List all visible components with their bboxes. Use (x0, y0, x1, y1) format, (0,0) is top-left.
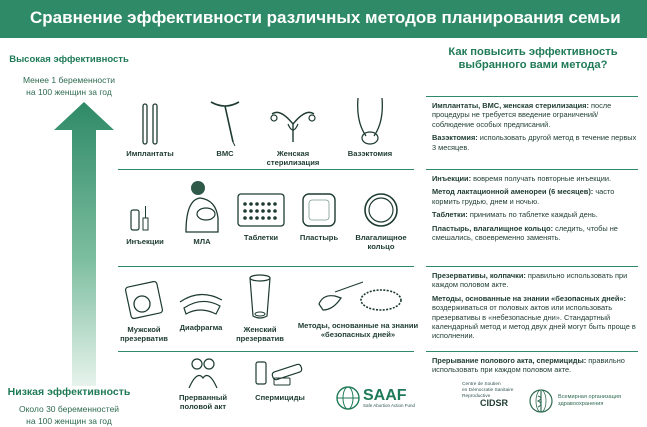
implant-icon (135, 102, 165, 146)
iud-icon (205, 96, 245, 146)
method-label: Мужской презерватив (120, 325, 168, 343)
method-label: Диафрагма (179, 323, 223, 332)
tips-header (426, 46, 640, 72)
method-vaginal-ring (348, 190, 414, 251)
tip-text: вовремя получать повторные инъекции. (471, 174, 612, 183)
cidsr-line: en Démocratie Sanitaire (462, 388, 514, 393)
row-divider (118, 266, 414, 267)
tip (432, 294, 638, 341)
tip (432, 187, 638, 206)
breastfeeding-icon (180, 178, 224, 234)
tip-text: часто кормить грудью, днем и ночью. (432, 187, 615, 206)
header-banner (0, 0, 647, 38)
tips-box-3 (426, 266, 638, 351)
high-sub-line2: на 100 женщин за год (26, 87, 112, 97)
tip-text: после процедуры не требуется введение ограничений/соблюдение особых предписаний. (432, 101, 612, 129)
tip-heading: Презервативы, колпачки: (432, 271, 526, 280)
spermicide-icon (252, 358, 308, 390)
low-sub-line1: Около 30 беременностей (18, 404, 120, 414)
pill-pack-icon (236, 190, 286, 230)
tip-heading: Метод лактационной аменореи (6 месяцев): (432, 187, 594, 197)
method-implants (122, 102, 178, 158)
ring-icon (361, 190, 401, 230)
method-male-condom (116, 278, 172, 343)
method-vasectomy (338, 96, 402, 158)
tip (432, 356, 638, 375)
row-divider (118, 351, 414, 352)
who-name: Всемирная организация здравоохранения (558, 394, 622, 407)
tip-heading: Имплантаты, ВМС, женская стерилизация: (432, 101, 589, 110)
saaf-globe-icon (336, 384, 360, 412)
method-fertility-awareness (296, 274, 420, 339)
method-label: Женский презерватив (236, 325, 284, 343)
method-row-2 (112, 172, 424, 264)
method-iud (200, 96, 250, 158)
method-row-1 (112, 92, 424, 168)
tip-heading: Пластырь, влагалищное кольцо: (432, 223, 554, 233)
tip (432, 210, 638, 219)
high-label: Высокая эффективность (9, 54, 129, 65)
tips-title: Как повысить эффективность выбранного вами метода? (448, 46, 618, 71)
method-withdrawal (172, 356, 234, 411)
saaf-logo (336, 384, 415, 412)
row-divider (118, 169, 414, 170)
tip-text: воздерживаться от половых актов или использовать презервативы в «небезопасные дни». Стандартный календарный метод и метод двух дней могут быть проще в исполнении. (432, 303, 636, 341)
method-patch (294, 190, 344, 242)
who-logo (528, 388, 638, 414)
tip-text: правильно использовать при каждом половом акте. (432, 356, 625, 375)
couple-icon (183, 356, 223, 390)
low-label: Низкая эффективность (7, 386, 131, 398)
tip-heading: Таблетки: (432, 210, 468, 220)
logos (336, 378, 642, 424)
method-diaphragm (174, 284, 228, 332)
method-row-3 (112, 270, 424, 350)
diaphragm-icon (176, 284, 226, 320)
tip-heading: Вазэктомия: (432, 133, 478, 143)
beads-icon (313, 274, 403, 318)
tip (432, 133, 638, 152)
method-label: Инъекции (126, 237, 164, 246)
tips-box-4 (426, 351, 638, 380)
method-label: Методы, основанные на знании «безопасных дней» (297, 321, 419, 339)
patch-icon (299, 190, 339, 230)
injection-icon (125, 200, 165, 234)
method-label: ВМС (216, 149, 234, 158)
method-label: Пластырь (299, 233, 339, 242)
low-sub-line2: на 100 женщин за год (26, 416, 112, 426)
method-label: Таблетки (243, 233, 279, 242)
method-label: Влагалищное кольцо (355, 233, 407, 251)
method-spermicides (246, 358, 314, 402)
cidsr-line: Centre de Soutien (462, 382, 501, 387)
tip (432, 224, 638, 243)
tip-text: следить, чтобы не смешались, своевременно заменять. (432, 223, 618, 243)
method-label: МЛА (193, 237, 211, 246)
cidsr-name: CIDSR (480, 398, 509, 408)
tip-heading: Методы, основанные на знании «безопасных дней»: (432, 293, 626, 303)
page-title: Сравнение эффективности различных методов планирования семьи (30, 8, 621, 27)
saaf-sub: Safe Abortion Action Fund (363, 402, 416, 408)
method-label: Имплантаты (126, 149, 174, 158)
tip-text: использовать другой метод в течение первых 3 месяцев. (432, 133, 637, 152)
tip-heading: Прерывание полового акта, спермициды: (432, 356, 587, 365)
tip-text: правильно использовать при каждом половом акте. (432, 271, 628, 290)
tip-heading: Инъекции: (432, 174, 472, 183)
tip (432, 271, 638, 290)
tips-box-2 (426, 169, 638, 266)
sterilization-icon (268, 102, 318, 146)
vasectomy-icon (350, 96, 390, 146)
cidsr-line: Reproductive (462, 394, 491, 399)
high-sub-line1: Менее 1 беременности (22, 75, 116, 85)
method-female-condom (232, 272, 288, 343)
male-condom-icon (124, 278, 164, 322)
method-label: Прерванный половой акт (178, 393, 228, 411)
method-label: Женская стерилизация (266, 149, 320, 167)
tip-text: принимать по таблетке каждый день. (467, 210, 598, 220)
female-condom-icon (245, 272, 275, 322)
cidsr-logo (462, 382, 532, 406)
method-pills (230, 190, 292, 242)
effectiveness-arrow-icon (54, 102, 114, 386)
method-injection (116, 200, 174, 246)
tip (432, 174, 638, 183)
method-female-sterilization (258, 102, 328, 167)
method-label: Спермициды (255, 393, 305, 402)
tips-box-1 (426, 96, 638, 169)
saaf-name: SAAF (363, 386, 407, 404)
tip (432, 101, 638, 129)
method-label: Вазэктомия (347, 149, 393, 158)
who-emblem-icon (528, 388, 554, 414)
method-lam (174, 178, 230, 246)
